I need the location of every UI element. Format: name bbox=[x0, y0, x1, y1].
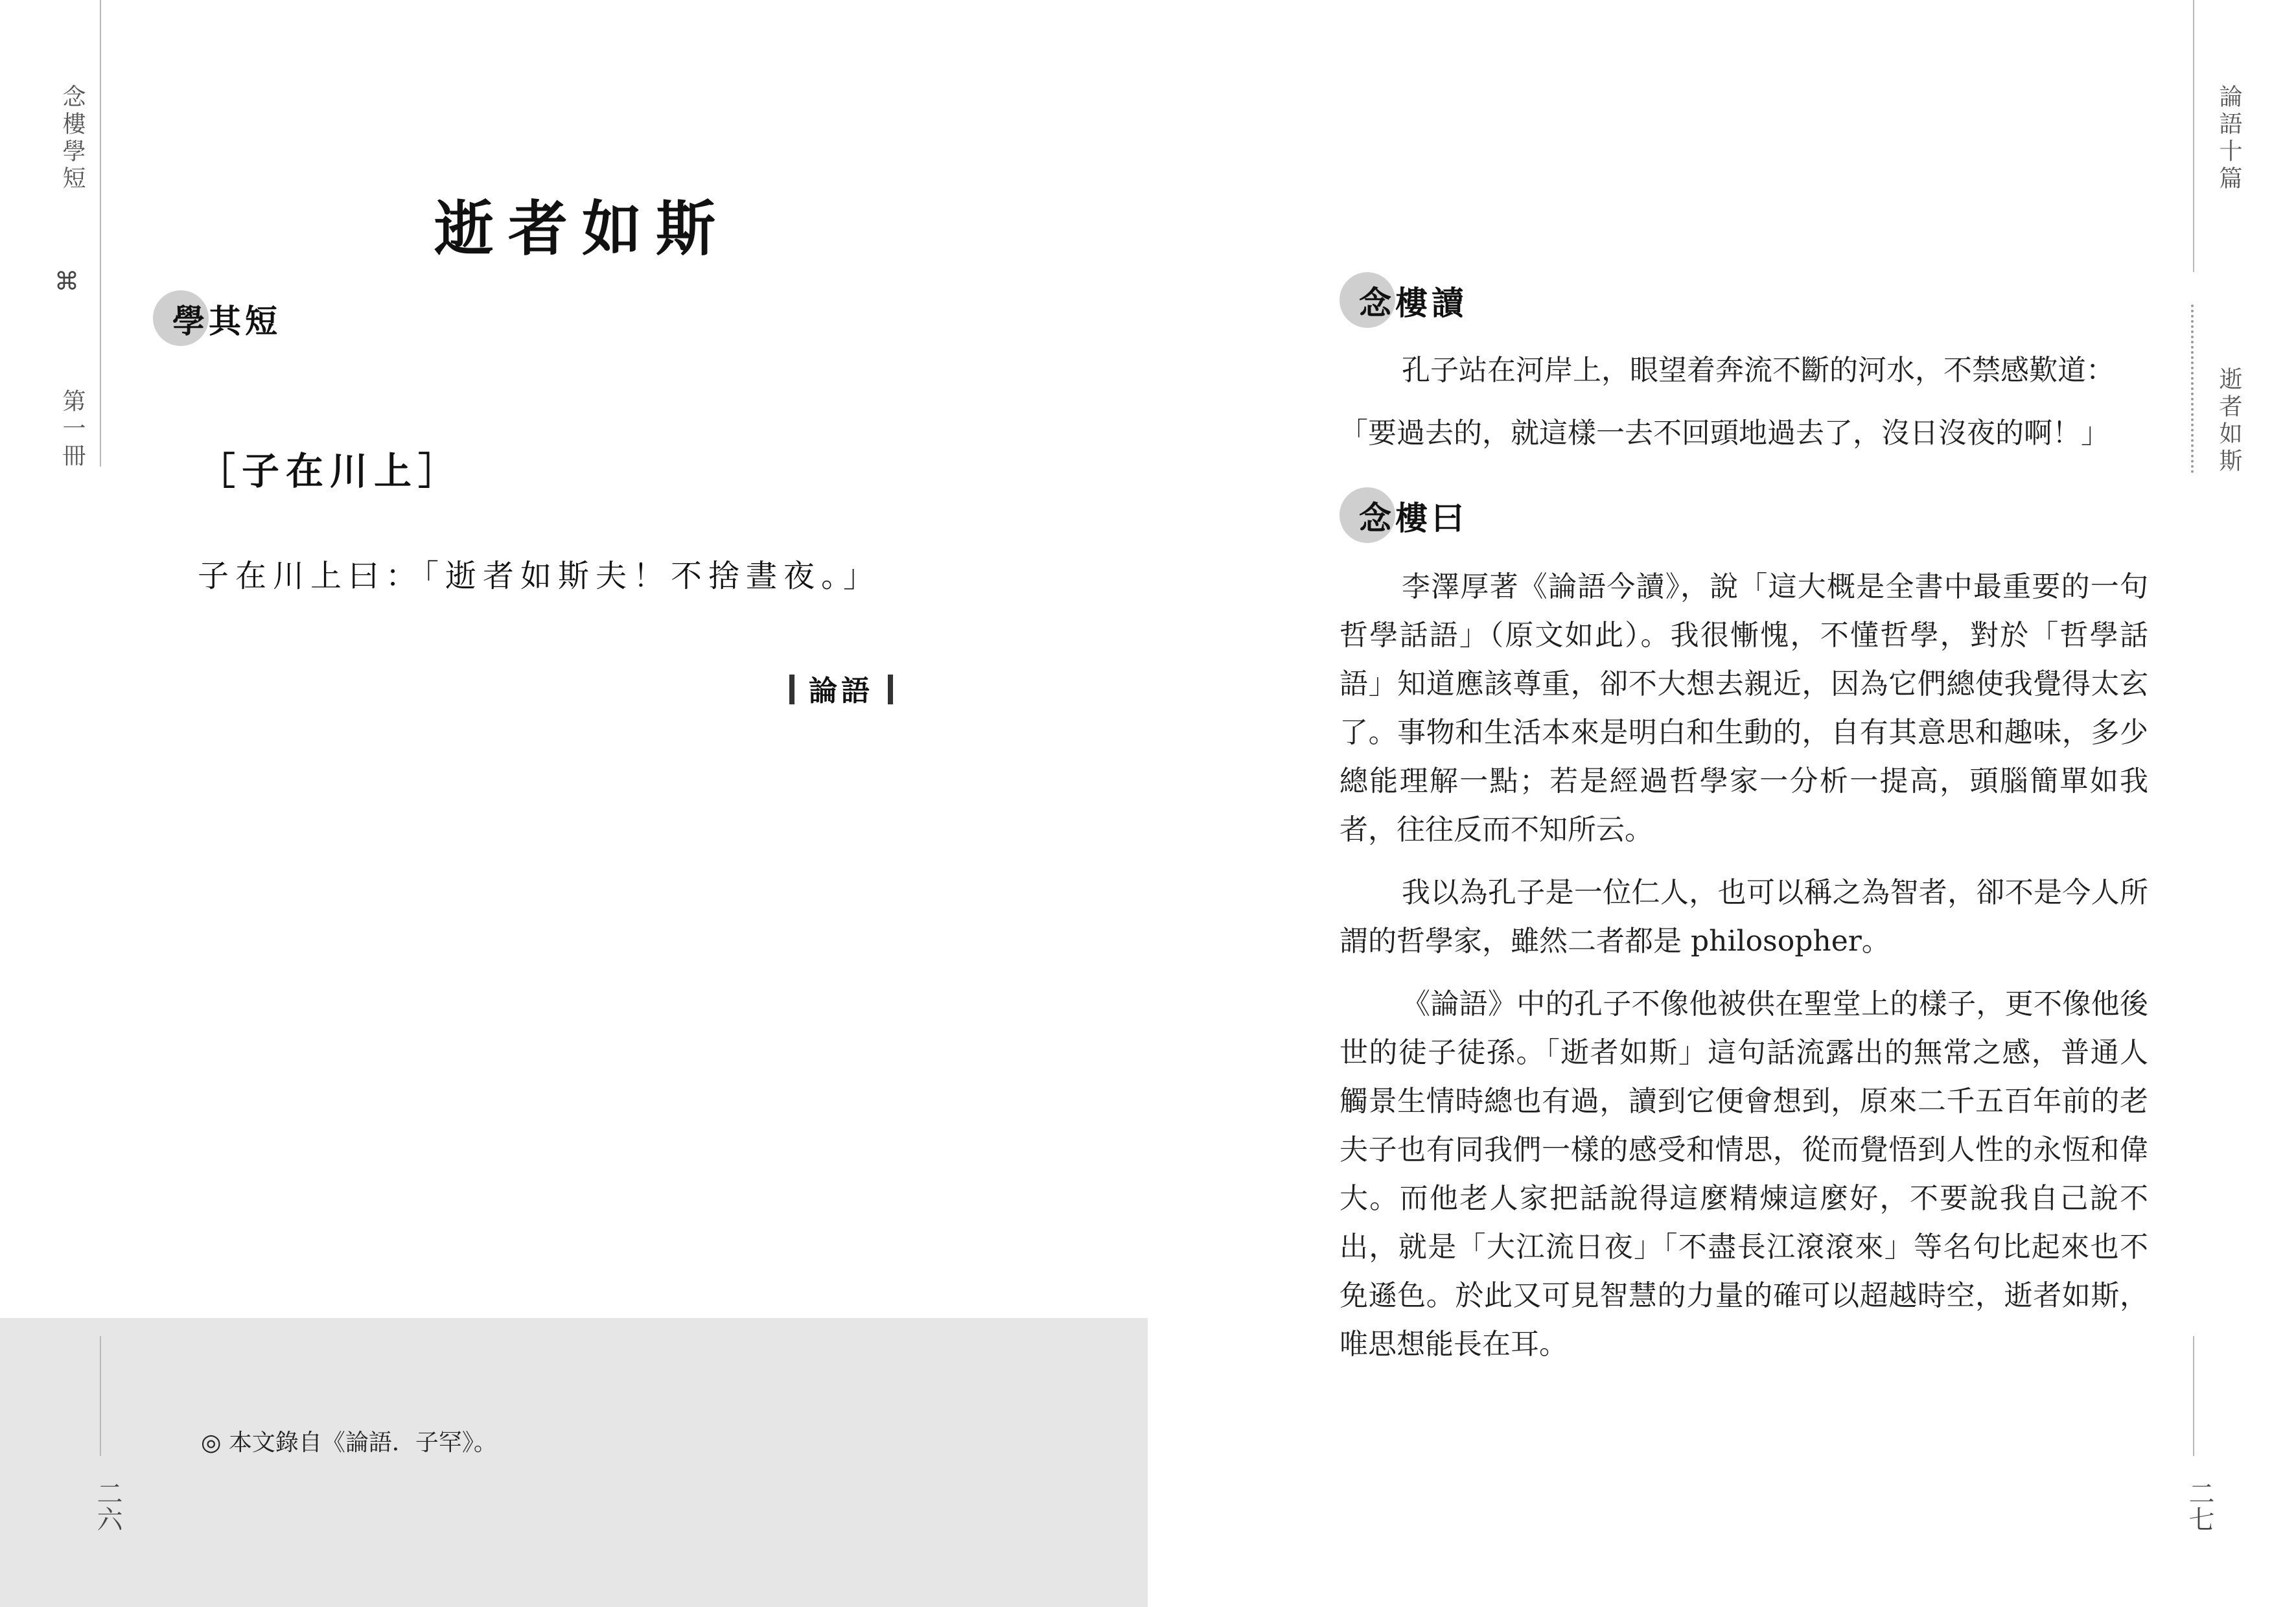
source-tag bbox=[789, 667, 893, 709]
chapter-running-title: 逝者如斯 bbox=[2216, 367, 2242, 476]
passage-text: 子在川上曰：「逝者如斯夫！不捨晝夜。」 bbox=[198, 558, 881, 594]
volume-label: 第一冊 bbox=[59, 389, 86, 470]
passage-heading: ［子在川上］ bbox=[198, 449, 463, 493]
reading-body bbox=[1339, 346, 2148, 472]
left-margin-rule-top bbox=[100, 0, 101, 467]
page-number-right: 二七 bbox=[2185, 1480, 2214, 1532]
source-label: 論語 bbox=[809, 675, 874, 708]
right-margin-rule-top bbox=[2193, 0, 2194, 272]
reading-paragraph: 孔子站在河岸上，眼望着奔流不斷的河水，不禁感歎道： bbox=[1402, 354, 2115, 387]
left-margin-rule-bottom bbox=[100, 1336, 101, 1456]
footnote-band bbox=[0, 1318, 1148, 1607]
comment-paragraph: 李澤厚著《論語今讀》，說「這大概是全書中最重要的一句哲學話語」（原文如此）。我很慚愧，不懂哲學，對於「哲學話語」知道應該尊重，卻不大想去親近，因為它們總使我覺得太玄了。事物和生活本來是明白和生動的，自有其意思和趣味，多少總能理解一點；若是經過哲學家一分析一提高，頭腦簡單如我者，往往反而不知所云。 bbox=[1339, 570, 2148, 846]
comment-paragraph: 《論語》中的孔子不像他被供在聖堂上的樣子，更不像他後世的徒子徒孫。「逝者如斯」這句話流露出的無常之感，普通人觸景生情時總也有過，讀到它便會想到，原來二千五百年前的老夫子也有同我們一樣的感受和情思，從而覺悟到人性的永恆和偉大。而他老人家把話說得這麼精煉這麼好，不要說我自己說不出，就是「大江流日夜」「不盡長江滾滾來」等名句比起來也不免遜色。於此又可見智慧的力量的確可以超越時空，逝者如斯，唯思想能長在耳。 bbox=[1339, 988, 2148, 1361]
ornament-icon: ⌘ bbox=[54, 267, 79, 295]
section-label: 學其短 bbox=[172, 302, 281, 340]
source-bar-right bbox=[888, 675, 893, 704]
source-bar-left bbox=[789, 675, 794, 704]
chapter-title: 逝者如斯 bbox=[434, 194, 730, 264]
comment-paragraph: 我以為孔子是一位仁人，也可以稱之為智者，卻不是今人所謂的哲學家，雖然二者都是 philosopher。 bbox=[1339, 876, 2148, 958]
right-margin-dotted-rule bbox=[2191, 305, 2194, 473]
right-margin-rule-bottom bbox=[2193, 1336, 2194, 1456]
book-title: 論語十篇 bbox=[2216, 84, 2242, 193]
comment-body bbox=[1339, 562, 2148, 1383]
page-number-left: 二六 bbox=[93, 1480, 122, 1532]
running-title: 念樓學短 bbox=[59, 84, 86, 193]
reading-label: 念樓讀 bbox=[1359, 284, 1468, 322]
comment-label: 念樓曰 bbox=[1359, 499, 1468, 537]
reading-paragraph: 「要過去的，就這樣一去不回頭地過去了，沒日沒夜的啊！」 bbox=[1339, 417, 2109, 450]
footnote: ◎ 本文錄自《論語．子罕》。 bbox=[201, 1429, 497, 1456]
